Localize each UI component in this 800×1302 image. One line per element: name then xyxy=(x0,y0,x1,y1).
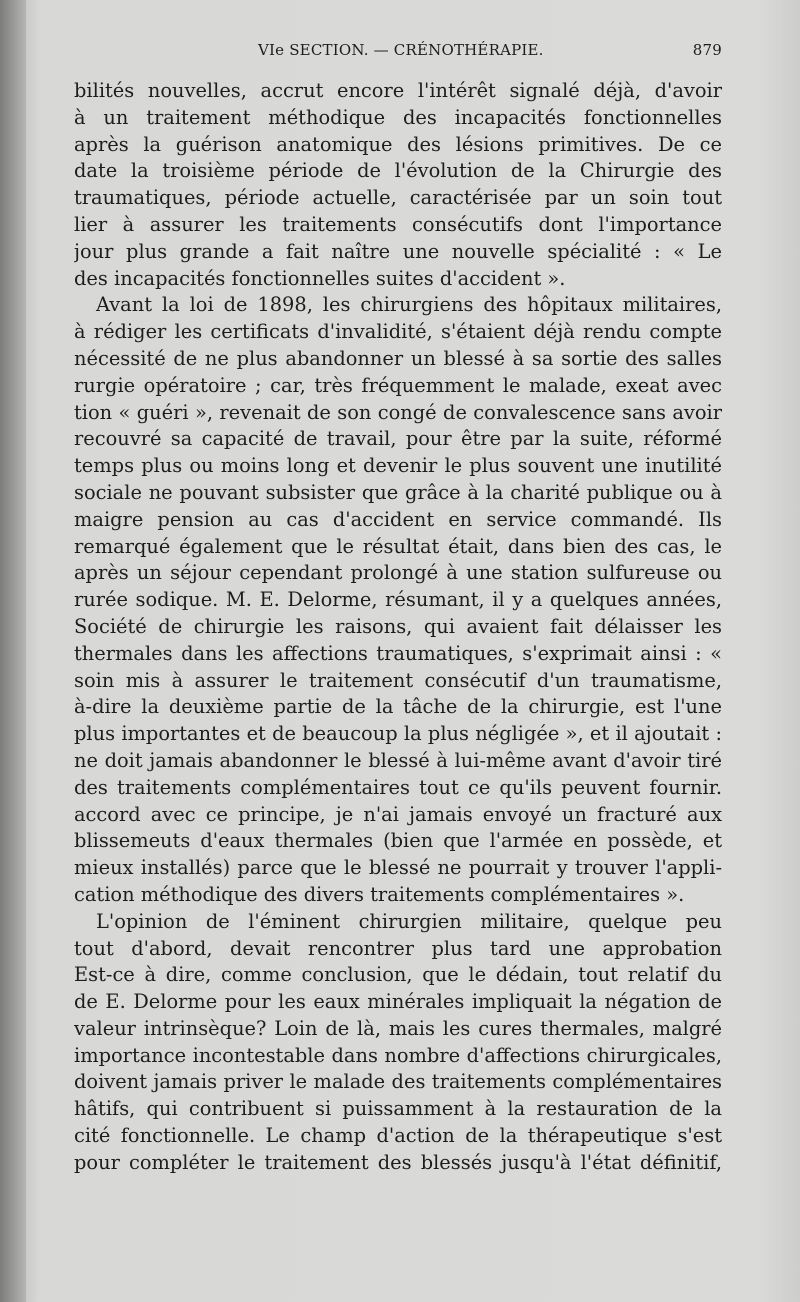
text-line: maigre pension au cas d'accident en service commandé. Ils xyxy=(74,507,722,531)
text-line: à-dire la deuxième partie de la tâche de la chirurgie, est l'une xyxy=(74,695,722,719)
text-line: L'opinion de l'éminent chirurgien militaire, quelque peu xyxy=(96,909,722,933)
binding-gutter xyxy=(0,0,26,1302)
text-line: ne doit jamais abandonner le blessé à lui-même avant d'avoir tiré xyxy=(74,748,722,772)
text-line: date la troisième période de l'évolution de la Chirurgie des xyxy=(74,159,722,183)
text-line: accord avec ce principe, je n'ai jamais envoyé un fracturé aux xyxy=(74,802,722,826)
text-line: à rédiger les certificats d'invalidité, s'étaient déjà rendu compte xyxy=(74,320,722,344)
text-line: remarqué également que le résultat était, dans bien des cas, le xyxy=(74,534,722,558)
text-line: des incapacités fonctionnelles suites d'accident ». xyxy=(74,266,566,290)
text-line: de E. Delorme pour les eaux minérales impliquait la négation de xyxy=(74,990,722,1014)
text-line: Société de chirurgie les raisons, qui avaient fait délaisser les xyxy=(74,614,722,638)
text-line: rurée sodique. M. E. Delorme, résumant, il y a quelques années, xyxy=(74,588,722,612)
text-line: thermales dans les affections traumatiques, s'exprimait ainsi : « xyxy=(74,641,722,665)
text-line: doivent jamais priver le malade des traitements complémentaires xyxy=(74,1070,722,1094)
text-line: après un séjour cependant prolongé à une station sulfureuse ou xyxy=(74,561,722,585)
text-line: mieux installés) parce que le blessé ne pourrait y trouver l'appli- xyxy=(74,856,722,880)
text-line: pour compléter le traitement des blessés jusqu'à l'état définitif, xyxy=(74,1150,722,1174)
text-line: rurgie opératoire ; car, très fréquemment le malade, exeat avec xyxy=(74,373,722,397)
text-line: lier à assurer les traitements consécutifs dont l'importance xyxy=(74,212,722,236)
text-line: nécessité de ne plus abandonner un blessé à sa sortie des salles xyxy=(74,346,722,370)
body-text xyxy=(74,78,722,1177)
text-line: bilités nouvelles, accrut encore l'intérêt signalé déjà, d'avoir xyxy=(74,79,722,102)
text-line: importance incontestable dans nombre d'affections chirurgicales, xyxy=(74,1043,722,1067)
text-line: à un traitement méthodique des incapacités fonctionnelles xyxy=(74,105,722,129)
text-line: soin mis à assurer le traitement consécutif d'un traumatisme, xyxy=(74,668,722,692)
text-line: hâtifs, qui contribuent si puissamment à la restauration de la xyxy=(74,1097,722,1121)
text-line: temps plus ou moins long et devenir le plus souvent une inutilité xyxy=(74,454,722,478)
page-number: 879 xyxy=(692,41,722,59)
text-line: cité fonctionnelle. Le champ d'action de la thérapeutique s'est xyxy=(74,1124,722,1148)
text-line: après la guérison anatomique des lésions primitives. De ce xyxy=(74,132,722,156)
text-line: Est-ce à dire, comme conclusion, que le dédain, tout relatif du xyxy=(74,963,722,987)
text-line: valeur intrinsèque? Loin de là, mais les cures thermales, malgré xyxy=(74,1016,722,1040)
running-title: VIe SECTION. — CRÉNOTHÉRAPIE. xyxy=(258,41,544,59)
text-line: traumatiques, période actuelle, caractérisée par un soin tout xyxy=(74,186,722,210)
text-line: jour plus grande a fait naître une nouvelle spécialité : « Le xyxy=(74,239,722,263)
running-header xyxy=(82,41,722,65)
text-line: tion « guéri », revenait de son congé de convalescence sans avoir xyxy=(74,400,722,424)
text-line: blissemeuts d'eaux thermales (bien que l'armée en possède, et xyxy=(74,829,722,853)
text-line: cation méthodique des divers traitements complémentaires ». xyxy=(74,882,685,906)
text-line: recouvré sa capacité de travail, pour être par la suite, réformé xyxy=(74,427,722,451)
text-line: plus importantes et de beaucoup la plus négligée », et il ajoutait : xyxy=(74,722,722,746)
text-line: tout d'abord, devait rencontrer plus tard une approbation xyxy=(74,936,722,960)
text-line: sociale ne pouvant subsister que grâce à la charité publique ou à xyxy=(74,480,722,504)
text-line: des traitements complémentaires tout ce qu'ils peuvent fournir. xyxy=(74,775,722,799)
text-line: Avant la loi de 1898, les chirurgiens des hôpitaux militaires, xyxy=(96,293,722,317)
